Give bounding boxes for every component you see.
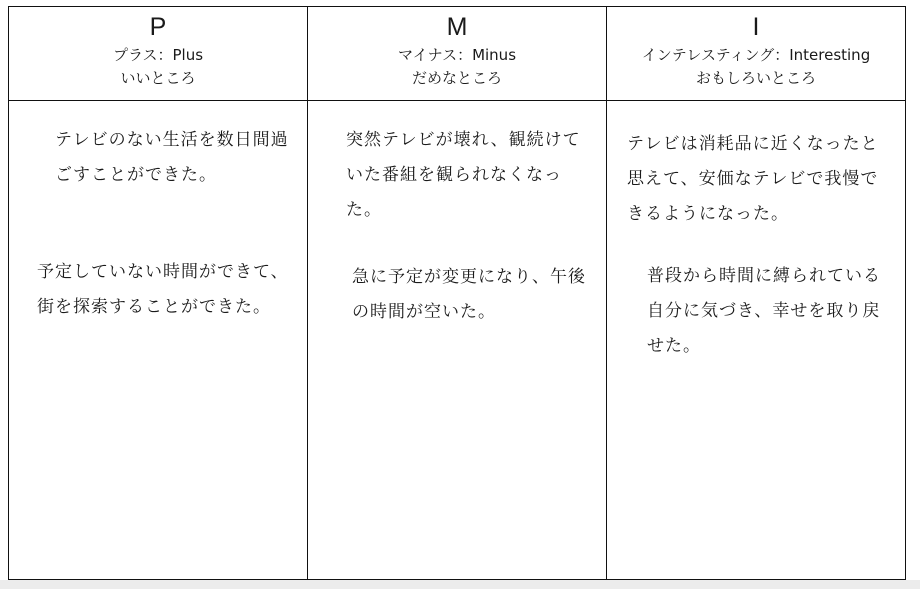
- column-kana-minus: だめなところ: [411, 69, 502, 87]
- body-plus: [9, 101, 308, 579]
- body-minus: [308, 101, 607, 579]
- interesting-entry: 普段から時間に縛られている自分に気づき、幸せを取り戻せた。: [647, 266, 881, 356]
- column-kana-interesting: おもしろいところ: [695, 69, 816, 87]
- header-plus: [9, 7, 308, 101]
- plus-entry: テレビのない生活を数日間過ごすことができた。: [55, 130, 289, 185]
- body-interesting: [607, 101, 905, 579]
- header-minus: [308, 7, 607, 101]
- interesting-entry: テレビは消耗品に近くなったと思えて、安価なテレビで我慢できるようになった。: [627, 134, 879, 224]
- bottom-band: [0, 580, 920, 589]
- column-subtitle-minus: マイナス：Minus: [397, 46, 517, 64]
- column-subtitle-plus: プラス：Plus: [112, 46, 204, 64]
- header-interesting: [607, 7, 905, 101]
- column-letter-p: P: [149, 13, 167, 41]
- column-letter-i: I: [752, 13, 760, 41]
- minus-entry: 突然テレビが壊れ、観続けていた番組を観られなくなった。: [346, 130, 581, 220]
- column-letter-m: M: [446, 13, 468, 41]
- plus-entry: 予定していない時間ができて、街を探索することができた。: [37, 262, 289, 317]
- column-kana-plus: いいところ: [120, 69, 196, 87]
- minus-entry: 急に予定が変更になり、午後の時間が空いた。: [352, 267, 586, 322]
- pmi-table: [8, 6, 906, 580]
- column-subtitle-interesting: インテレスティング：Interesting: [641, 46, 871, 64]
